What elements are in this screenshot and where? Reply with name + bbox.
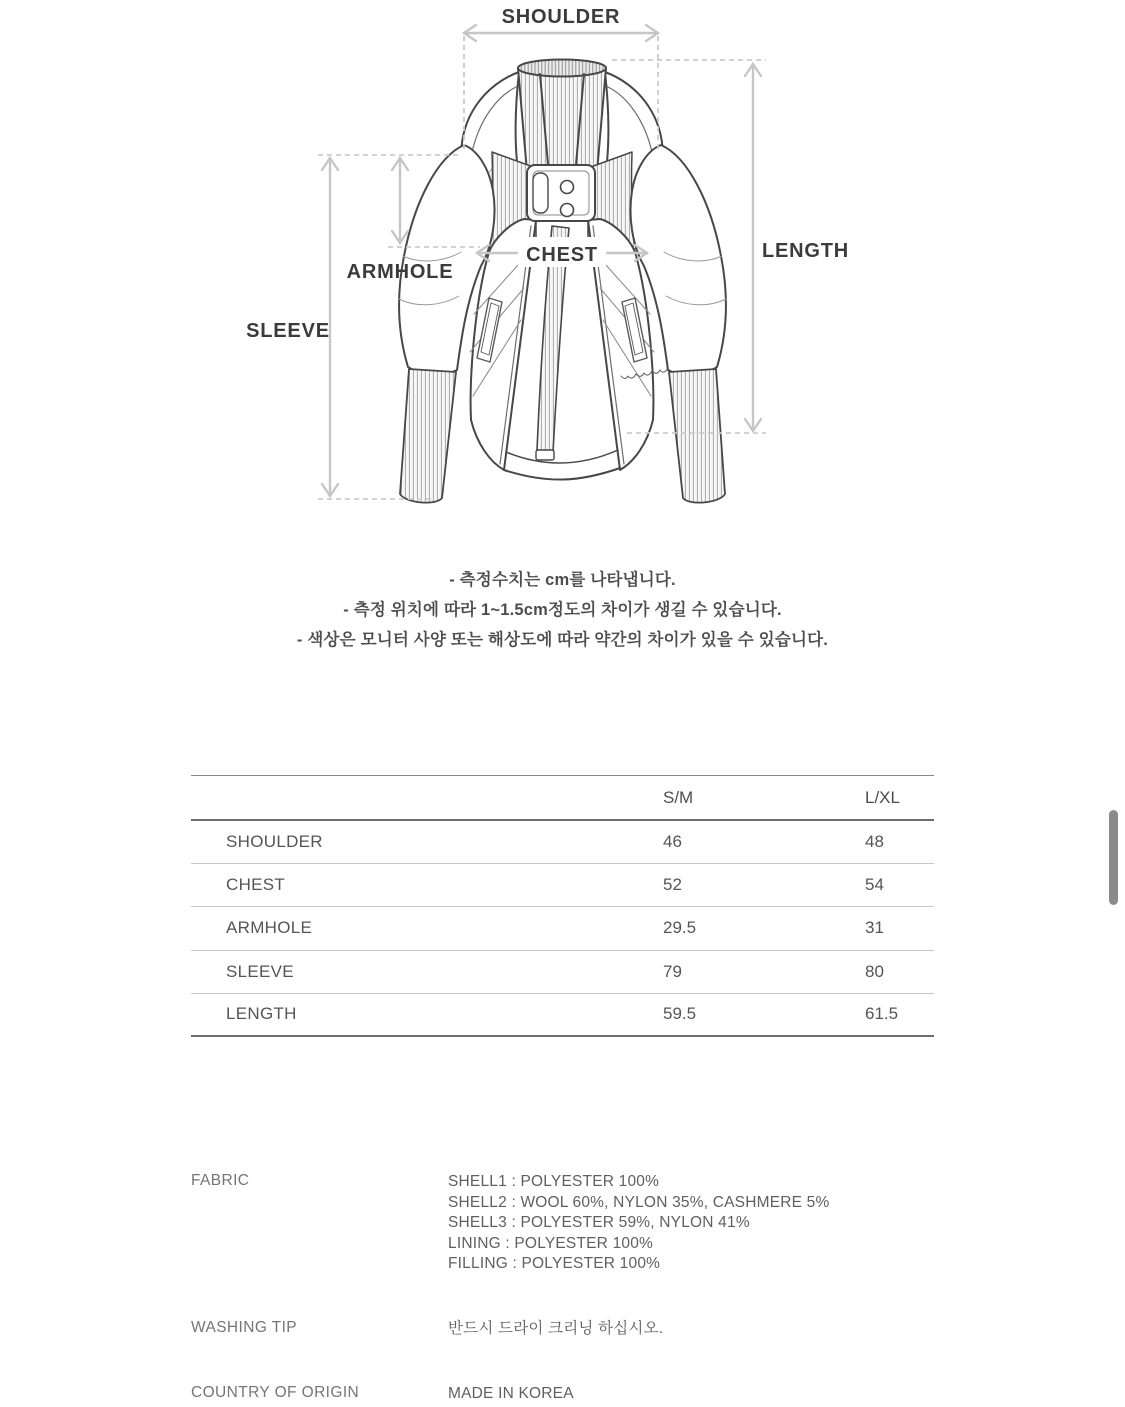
diagram-label-length: LENGTH [762,240,850,262]
table-row [191,951,934,994]
cell-lxl: 54 [865,875,884,895]
size-column-lxl: L/XL [865,787,900,807]
cell-sm: 46 [663,832,682,852]
cell-sm: 59.5 [663,1004,697,1024]
note-line: - 색상은 모니터 사양 또는 해상도에 따라 약간의 차이가 있을 수 있습니다. [296,631,829,649]
fabric-line: SHELL1 : POLYESTER 100% [448,1173,660,1190]
fabric-label: FABRIC [191,1172,250,1189]
diagram-label-armhole: ARMHOLE [346,261,454,283]
jacket-measurement-diagram [0,0,1125,550]
cell-sm: 52 [663,875,682,895]
cell-sm: 79 [663,961,682,981]
row-label: CHEST [226,875,286,895]
chest-belt [527,165,595,221]
measurement-notes [0,565,1125,655]
fabric-line: SHELL3 : POLYESTER 59%, NYLON 41% [448,1214,750,1232]
cell-lxl: 48 [865,832,884,852]
note-line: - 측정수치는 cm를 나타냅니다. [449,571,676,589]
fabric-line: LINING : POLYESTER 100% [448,1234,654,1252]
size-table-header-row [191,776,934,821]
washing-tip-row [191,1319,1011,1340]
note-line: - 측정 위치에 따라 1~1.5cm정도의 차이가 생길 수 있습니다. [343,601,782,619]
table-row [191,907,934,950]
cell-lxl: 80 [865,961,884,981]
country-of-origin-label: COUNTRY OF ORIGIN [191,1384,360,1401]
washing-tip-value: 반드시 드라이 크리닝 하십시오. [448,1320,664,1337]
country-of-origin-value: MADE IN KOREA [448,1385,574,1402]
size-column-sm: S/M [663,787,694,807]
cell-lxl: 61.5 [865,1004,899,1024]
cell-lxl: 31 [865,918,884,938]
diagram-label-sleeve: SLEEVE [246,320,330,342]
row-label: LENGTH [226,1004,297,1024]
jacket-drawing [0,0,1125,550]
row-label: SHOULDER [226,832,323,852]
size-table [191,775,934,1037]
table-row [191,994,934,1037]
fabric-value [448,1172,829,1275]
row-label: SLEEVE [226,961,294,981]
washing-tip-label: WASHING TIP [191,1319,298,1336]
diagram-label-shoulder: SHOULDER [501,6,621,28]
fabric-row [191,1172,1011,1275]
country-of-origin-row [191,1384,1011,1405]
vertical-scrollbar-thumb[interactable] [1109,810,1118,905]
diagram-label-chest: CHEST [526,244,598,266]
fabric-line: SHELL2 : WOOL 60%, NYLON 35%, CASHMERE 5% [448,1193,830,1211]
table-row [191,821,934,864]
row-label: ARMHOLE [226,918,313,938]
cell-sm: 29.5 [663,918,697,938]
table-row [191,864,934,907]
fabric-line: FILLING : POLYESTER 100% [448,1255,661,1273]
